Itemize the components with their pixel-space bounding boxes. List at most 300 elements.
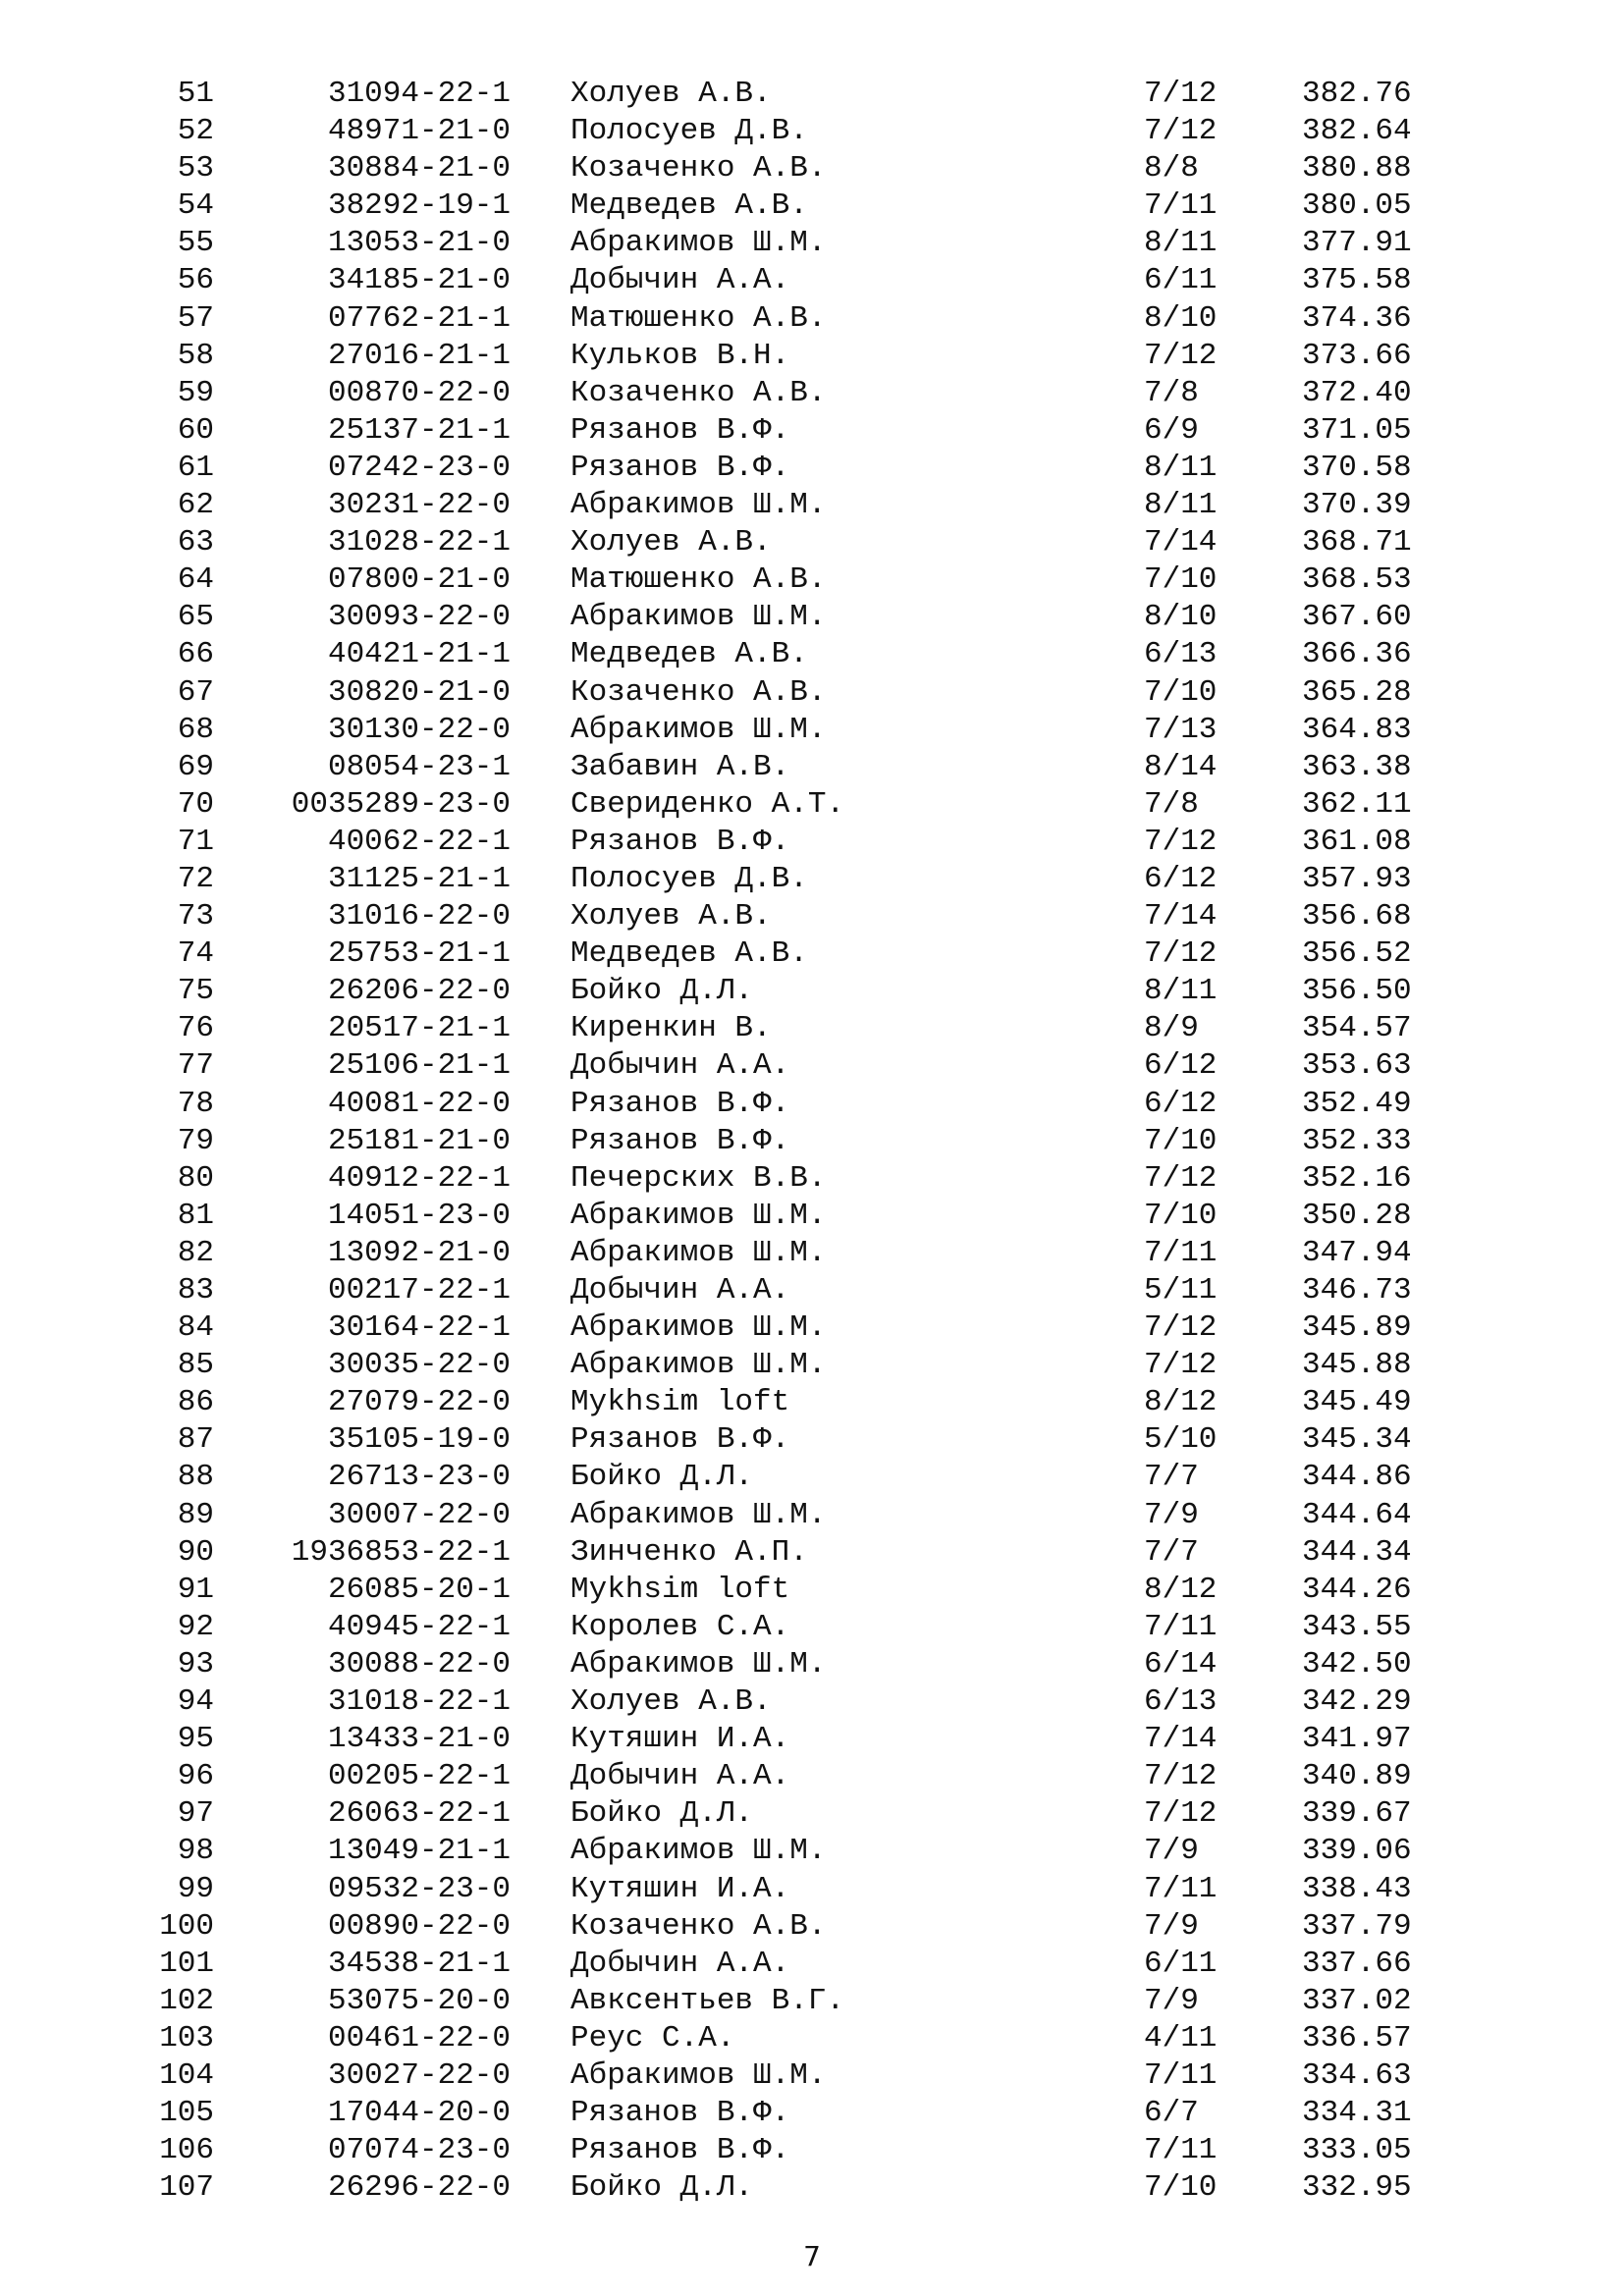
ratio-cell: 7/10 bbox=[1144, 1123, 1218, 1158]
table-row bbox=[0, 1459, 1624, 1496]
rank-cell: 60 bbox=[177, 412, 214, 448]
table-row bbox=[0, 2169, 1624, 2207]
table-row bbox=[0, 935, 1624, 973]
table-row bbox=[0, 113, 1624, 150]
name-cell: Рязанов В.Ф. bbox=[570, 1086, 790, 1121]
name-cell: Забавин А.В. bbox=[570, 749, 790, 784]
name-cell: Бойко Д.Л. bbox=[570, 974, 754, 1009]
rank-cell: 54 bbox=[177, 188, 214, 224]
score-cell: 354.57 bbox=[1302, 1011, 1412, 1046]
rank-cell: 99 bbox=[177, 1871, 214, 1906]
rank-cell: 73 bbox=[177, 899, 214, 934]
rank-cell: 64 bbox=[177, 562, 214, 598]
rank-cell: 89 bbox=[177, 1497, 214, 1532]
name-cell: Рязанов В.Ф. bbox=[570, 450, 790, 485]
name-cell: Абракимов Ш.М. bbox=[570, 226, 827, 261]
score-cell: 373.66 bbox=[1302, 338, 1412, 373]
score-cell: 363.38 bbox=[1302, 749, 1412, 784]
id-cell: 25106-21-1 bbox=[327, 1048, 511, 1084]
score-cell: 370.58 bbox=[1302, 450, 1412, 485]
name-cell: Рязанов В.Ф. bbox=[570, 824, 790, 859]
name-cell: Добычин А.А. bbox=[570, 1048, 790, 1084]
ratio-cell: 7/11 bbox=[1144, 188, 1218, 224]
id-cell: 0035289-23-0 bbox=[291, 786, 511, 822]
name-cell: Козаченко А.В. bbox=[570, 1908, 827, 1944]
id-cell: 25753-21-1 bbox=[327, 936, 511, 972]
ratio-cell: 8/8 bbox=[1144, 151, 1199, 187]
ratio-cell: 7/7 bbox=[1144, 1534, 1199, 1570]
id-cell: 1936853-22-1 bbox=[291, 1534, 511, 1570]
id-cell: 00205-22-1 bbox=[327, 1759, 511, 1794]
page-number: 7 bbox=[803, 2240, 821, 2272]
score-cell: 337.66 bbox=[1302, 1946, 1412, 1981]
table-row bbox=[0, 973, 1624, 1010]
ratio-cell: 6/12 bbox=[1144, 1048, 1218, 1084]
name-cell: Холуев А.В. bbox=[570, 77, 772, 111]
results-table bbox=[0, 76, 1624, 2207]
name-cell: Кульков В.Н. bbox=[570, 338, 790, 373]
table-row bbox=[0, 1833, 1624, 1870]
table-row bbox=[0, 1946, 1624, 1983]
name-cell: Абракимов Ш.М. bbox=[570, 1235, 827, 1270]
ratio-cell: 7/12 bbox=[1144, 1759, 1218, 1794]
table-row bbox=[0, 1908, 1624, 1946]
rank-cell: 74 bbox=[177, 936, 214, 972]
rank-cell: 91 bbox=[177, 1572, 214, 1607]
table-row bbox=[0, 861, 1624, 898]
ratio-cell: 6/13 bbox=[1144, 637, 1218, 672]
table-row bbox=[0, 1609, 1624, 1646]
name-cell: Полосуев Д.В. bbox=[570, 114, 808, 149]
rank-cell: 63 bbox=[177, 525, 214, 561]
table-row bbox=[0, 1572, 1624, 1609]
score-cell: 366.36 bbox=[1302, 637, 1412, 672]
id-cell: 31018-22-1 bbox=[327, 1684, 511, 1720]
id-cell: 09532-23-0 bbox=[327, 1871, 511, 1906]
rank-cell: 56 bbox=[177, 263, 214, 298]
rank-cell: 94 bbox=[177, 1684, 214, 1720]
id-cell: 00217-22-1 bbox=[327, 1273, 511, 1308]
rank-cell: 76 bbox=[177, 1011, 214, 1046]
rank-cell: 77 bbox=[177, 1048, 214, 1084]
name-cell: Mykhsim loft bbox=[570, 1572, 790, 1607]
ratio-cell: 8/11 bbox=[1144, 450, 1218, 485]
rank-cell: 107 bbox=[159, 2170, 214, 2206]
score-cell: 365.28 bbox=[1302, 674, 1412, 710]
rank-cell: 83 bbox=[177, 1273, 214, 1308]
name-cell: Добычин А.А. bbox=[570, 1946, 790, 1981]
score-cell: 382.64 bbox=[1302, 114, 1412, 149]
id-cell: 20517-21-1 bbox=[327, 1011, 511, 1046]
score-cell: 371.05 bbox=[1302, 412, 1412, 448]
table-row bbox=[0, 636, 1624, 673]
ratio-cell: 7/14 bbox=[1144, 899, 1218, 934]
id-cell: 26296-22-0 bbox=[327, 2170, 511, 2206]
ratio-cell: 7/11 bbox=[1144, 2057, 1218, 2093]
id-cell: 30820-21-0 bbox=[327, 674, 511, 710]
id-cell: 25181-21-0 bbox=[327, 1123, 511, 1158]
name-cell: Свериденко А.Т. bbox=[570, 786, 845, 822]
ratio-cell: 7/9 bbox=[1144, 1834, 1199, 1869]
name-cell: Медведев А.В. bbox=[570, 936, 808, 972]
rank-cell: 72 bbox=[177, 861, 214, 896]
id-cell: 30007-22-0 bbox=[327, 1497, 511, 1532]
score-cell: 368.53 bbox=[1302, 562, 1412, 598]
ratio-cell: 7/11 bbox=[1144, 2133, 1218, 2168]
score-cell: 368.71 bbox=[1302, 525, 1412, 561]
id-cell: 26713-23-0 bbox=[327, 1460, 511, 1495]
table-row bbox=[0, 1160, 1624, 1198]
table-row bbox=[0, 375, 1624, 412]
ratio-cell: 8/11 bbox=[1144, 488, 1218, 523]
ratio-cell: 8/9 bbox=[1144, 1011, 1199, 1046]
id-cell: 34538-21-1 bbox=[327, 1946, 511, 1981]
ratio-cell: 6/11 bbox=[1144, 1946, 1218, 1981]
ratio-cell: 6/12 bbox=[1144, 861, 1218, 896]
score-cell: 344.26 bbox=[1302, 1572, 1412, 1607]
table-row bbox=[0, 1086, 1624, 1123]
id-cell: 07074-23-0 bbox=[327, 2133, 511, 2168]
name-cell: Бойко Д.Л. bbox=[570, 1460, 754, 1495]
id-cell: 53075-20-0 bbox=[327, 1983, 511, 2018]
rank-cell: 98 bbox=[177, 1834, 214, 1869]
table-row bbox=[0, 1983, 1624, 2020]
id-cell: 30164-22-1 bbox=[327, 1310, 511, 1346]
score-cell: 356.50 bbox=[1302, 974, 1412, 1009]
ratio-cell: 7/9 bbox=[1144, 1497, 1199, 1532]
name-cell: Киренкин В. bbox=[570, 1011, 772, 1046]
name-cell: Медведев А.В. bbox=[570, 188, 808, 224]
id-cell: 40421-21-1 bbox=[327, 637, 511, 672]
name-cell: Медведев А.В. bbox=[570, 637, 808, 672]
ratio-cell: 7/10 bbox=[1144, 674, 1218, 710]
score-cell: 380.88 bbox=[1302, 151, 1412, 187]
table-row bbox=[0, 225, 1624, 262]
name-cell: Козаченко А.В. bbox=[570, 151, 827, 187]
score-cell: 344.86 bbox=[1302, 1460, 1412, 1495]
score-cell: 356.68 bbox=[1302, 899, 1412, 934]
score-cell: 334.31 bbox=[1302, 2096, 1412, 2131]
score-cell: 356.52 bbox=[1302, 936, 1412, 972]
name-cell: Печерских В.В. bbox=[570, 1160, 827, 1196]
id-cell: 17044-20-0 bbox=[327, 2096, 511, 2131]
rank-cell: 103 bbox=[159, 2020, 214, 2056]
score-cell: 347.94 bbox=[1302, 1235, 1412, 1270]
score-cell: 352.16 bbox=[1302, 1160, 1412, 1196]
id-cell: 30093-22-0 bbox=[327, 600, 511, 635]
score-cell: 334.63 bbox=[1302, 2057, 1412, 2093]
ratio-cell: 7/9 bbox=[1144, 1908, 1199, 1944]
ratio-cell: 8/10 bbox=[1144, 600, 1218, 635]
score-cell: 344.34 bbox=[1302, 1534, 1412, 1570]
name-cell: Бойко Д.Л. bbox=[570, 2170, 754, 2206]
ratio-cell: 7/9 bbox=[1144, 1983, 1199, 2018]
score-cell: 339.06 bbox=[1302, 1834, 1412, 1869]
id-cell: 34185-21-0 bbox=[327, 263, 511, 298]
id-cell: 13092-21-0 bbox=[327, 1235, 511, 1270]
score-cell: 362.11 bbox=[1302, 786, 1412, 822]
table-row bbox=[0, 300, 1624, 338]
name-cell: Королев С.А. bbox=[570, 1609, 790, 1644]
rank-cell: 84 bbox=[177, 1310, 214, 1346]
ratio-cell: 7/12 bbox=[1144, 338, 1218, 373]
id-cell: 31016-22-0 bbox=[327, 899, 511, 934]
ratio-cell: 7/10 bbox=[1144, 1198, 1218, 1233]
ratio-cell: 8/14 bbox=[1144, 749, 1218, 784]
id-cell: 30035-22-0 bbox=[327, 1348, 511, 1383]
table-row bbox=[0, 338, 1624, 375]
id-cell: 13433-21-0 bbox=[327, 1722, 511, 1757]
id-cell: 00890-22-0 bbox=[327, 1908, 511, 1944]
id-cell: 31028-22-1 bbox=[327, 525, 511, 561]
rank-cell: 101 bbox=[159, 1946, 214, 1981]
score-cell: 345.49 bbox=[1302, 1385, 1412, 1420]
ratio-cell: 7/13 bbox=[1144, 712, 1218, 747]
id-cell: 26063-22-1 bbox=[327, 1796, 511, 1832]
score-cell: 333.05 bbox=[1302, 2133, 1412, 2168]
id-cell: 00461-22-0 bbox=[327, 2020, 511, 2056]
score-cell: 336.57 bbox=[1302, 2020, 1412, 2056]
rank-cell: 62 bbox=[177, 488, 214, 523]
name-cell: Рязанов В.Ф. bbox=[570, 1422, 790, 1458]
rank-cell: 79 bbox=[177, 1123, 214, 1158]
name-cell: Абракимов Ш.М. bbox=[570, 488, 827, 523]
ratio-cell: 8/11 bbox=[1144, 226, 1218, 261]
name-cell: Холуев А.В. bbox=[570, 1684, 772, 1720]
score-cell: 338.43 bbox=[1302, 1871, 1412, 1906]
score-cell: 372.40 bbox=[1302, 375, 1412, 410]
rank-cell: 75 bbox=[177, 974, 214, 1009]
rank-cell: 81 bbox=[177, 1198, 214, 1233]
table-row bbox=[0, 150, 1624, 187]
score-cell: 340.89 bbox=[1302, 1759, 1412, 1794]
name-cell: Абракимов Ш.М. bbox=[570, 1834, 827, 1869]
table-row bbox=[0, 450, 1624, 487]
table-row bbox=[0, 1347, 1624, 1384]
rank-cell: 93 bbox=[177, 1646, 214, 1682]
name-cell: Рязанов В.Ф. bbox=[570, 2133, 790, 2168]
table-row bbox=[0, 1010, 1624, 1047]
table-row bbox=[0, 1198, 1624, 1235]
table-row bbox=[0, 599, 1624, 636]
ratio-cell: 8/11 bbox=[1144, 974, 1218, 1009]
ratio-cell: 7/14 bbox=[1144, 525, 1218, 561]
table-row bbox=[0, 1721, 1624, 1758]
name-cell: Рязанов В.Ф. bbox=[570, 1123, 790, 1158]
rank-cell: 57 bbox=[177, 300, 214, 336]
table-row bbox=[0, 1534, 1624, 1572]
score-cell: 350.28 bbox=[1302, 1198, 1412, 1233]
id-cell: 08054-23-1 bbox=[327, 749, 511, 784]
name-cell: Кутяшин И.А. bbox=[570, 1871, 790, 1906]
table-row bbox=[0, 1235, 1624, 1272]
ratio-cell: 8/12 bbox=[1144, 1572, 1218, 1607]
id-cell: 31125-21-1 bbox=[327, 861, 511, 896]
score-cell: 380.05 bbox=[1302, 188, 1412, 224]
table-row bbox=[0, 1871, 1624, 1908]
table-row bbox=[0, 1047, 1624, 1085]
ratio-cell: 7/12 bbox=[1144, 77, 1218, 111]
ratio-cell: 7/10 bbox=[1144, 2170, 1218, 2206]
ratio-cell: 7/14 bbox=[1144, 1722, 1218, 1757]
rank-cell: 61 bbox=[177, 450, 214, 485]
ratio-cell: 8/10 bbox=[1144, 300, 1218, 336]
score-cell: 343.55 bbox=[1302, 1609, 1412, 1644]
id-cell: 30027-22-0 bbox=[327, 2057, 511, 2093]
rank-cell: 106 bbox=[159, 2133, 214, 2168]
ratio-cell: 7/12 bbox=[1144, 1796, 1218, 1832]
name-cell: Кутяшин И.А. bbox=[570, 1722, 790, 1757]
ratio-cell: 7/12 bbox=[1144, 1348, 1218, 1383]
id-cell: 00870-22-0 bbox=[327, 375, 511, 410]
score-cell: 345.89 bbox=[1302, 1310, 1412, 1346]
name-cell: Зинченко А.П. bbox=[570, 1534, 808, 1570]
id-cell: 07762-21-1 bbox=[327, 300, 511, 336]
rank-cell: 66 bbox=[177, 637, 214, 672]
ratio-cell: 7/12 bbox=[1144, 1160, 1218, 1196]
id-cell: 40912-22-1 bbox=[327, 1160, 511, 1196]
name-cell: Mykhsim loft bbox=[570, 1385, 790, 1420]
name-cell: Добычин А.А. bbox=[570, 263, 790, 298]
ratio-cell: 7/12 bbox=[1144, 1310, 1218, 1346]
id-cell: 14051-23-0 bbox=[327, 1198, 511, 1233]
table-row bbox=[0, 1309, 1624, 1347]
rank-cell: 97 bbox=[177, 1796, 214, 1832]
table-row bbox=[0, 1646, 1624, 1683]
table-row bbox=[0, 524, 1624, 561]
table-row bbox=[0, 487, 1624, 524]
ratio-cell: 6/11 bbox=[1144, 263, 1218, 298]
ratio-cell: 7/10 bbox=[1144, 562, 1218, 598]
rank-cell: 78 bbox=[177, 1086, 214, 1121]
ratio-cell: 7/7 bbox=[1144, 1460, 1199, 1495]
score-cell: 337.02 bbox=[1302, 1983, 1412, 2018]
id-cell: 48971-21-0 bbox=[327, 114, 511, 149]
id-cell: 25137-21-1 bbox=[327, 412, 511, 448]
score-cell: 374.36 bbox=[1302, 300, 1412, 336]
rank-cell: 59 bbox=[177, 375, 214, 410]
rank-cell: 68 bbox=[177, 712, 214, 747]
score-cell: 344.64 bbox=[1302, 1497, 1412, 1532]
ratio-cell: 5/11 bbox=[1144, 1273, 1218, 1308]
rank-cell: 80 bbox=[177, 1160, 214, 1196]
rank-cell: 95 bbox=[177, 1722, 214, 1757]
name-cell: Абракимов Ш.М. bbox=[570, 712, 827, 747]
score-cell: 377.91 bbox=[1302, 226, 1412, 261]
table-row bbox=[0, 712, 1624, 749]
table-row bbox=[0, 1497, 1624, 1534]
ratio-cell: 8/12 bbox=[1144, 1385, 1218, 1420]
score-cell: 345.34 bbox=[1302, 1422, 1412, 1458]
id-cell: 26206-22-0 bbox=[327, 974, 511, 1009]
name-cell: Добычин А.А. bbox=[570, 1273, 790, 1308]
rank-cell: 100 bbox=[159, 1908, 214, 1944]
score-cell: 341.97 bbox=[1302, 1722, 1412, 1757]
id-cell: 07800-21-0 bbox=[327, 562, 511, 598]
name-cell: Матюшенко А.В. bbox=[570, 562, 827, 598]
id-cell: 26085-20-1 bbox=[327, 1572, 511, 1607]
name-cell: Козаченко А.В. bbox=[570, 375, 827, 410]
rank-cell: 87 bbox=[177, 1422, 214, 1458]
score-cell: 342.29 bbox=[1302, 1684, 1412, 1720]
ratio-cell: 7/12 bbox=[1144, 824, 1218, 859]
name-cell: Абракимов Ш.М. bbox=[570, 1497, 827, 1532]
score-cell: 353.63 bbox=[1302, 1048, 1412, 1084]
rank-cell: 51 bbox=[177, 77, 214, 111]
id-cell: 31094-22-1 bbox=[327, 77, 511, 111]
table-row bbox=[0, 1123, 1624, 1160]
id-cell: 30884-21-0 bbox=[327, 151, 511, 187]
name-cell: Абракимов Ш.М. bbox=[570, 1646, 827, 1682]
score-cell: 370.39 bbox=[1302, 488, 1412, 523]
table-row bbox=[0, 1421, 1624, 1459]
rank-cell: 70 bbox=[177, 786, 214, 822]
table-row bbox=[0, 674, 1624, 712]
score-cell: 361.08 bbox=[1302, 824, 1412, 859]
id-cell: 07242-23-0 bbox=[327, 450, 511, 485]
score-cell: 357.93 bbox=[1302, 861, 1412, 896]
id-cell: 30130-22-0 bbox=[327, 712, 511, 747]
id-cell: 40062-22-1 bbox=[327, 824, 511, 859]
table-row bbox=[0, 824, 1624, 861]
name-cell: Холуев А.В. bbox=[570, 899, 772, 934]
score-cell: 342.50 bbox=[1302, 1646, 1412, 1682]
ratio-cell: 7/11 bbox=[1144, 1609, 1218, 1644]
name-cell: Рязанов В.Ф. bbox=[570, 412, 790, 448]
rank-cell: 67 bbox=[177, 674, 214, 710]
id-cell: 30088-22-0 bbox=[327, 1646, 511, 1682]
rank-cell: 85 bbox=[177, 1348, 214, 1383]
rank-cell: 102 bbox=[159, 1983, 214, 2018]
name-cell: Матюшенко А.В. bbox=[570, 300, 827, 336]
score-cell: 352.33 bbox=[1302, 1123, 1412, 1158]
table-row bbox=[0, 412, 1624, 450]
score-cell: 346.73 bbox=[1302, 1273, 1412, 1308]
name-cell: Абракимов Ш.М. bbox=[570, 1310, 827, 1346]
score-cell: 364.83 bbox=[1302, 712, 1412, 747]
ratio-cell: 7/11 bbox=[1144, 1235, 1218, 1270]
table-row bbox=[0, 2020, 1624, 2057]
name-cell: Холуев А.В. bbox=[570, 525, 772, 561]
name-cell: Добычин А.А. bbox=[570, 1759, 790, 1794]
ratio-cell: 6/12 bbox=[1144, 1086, 1218, 1121]
id-cell: 27016-21-1 bbox=[327, 338, 511, 373]
name-cell: Авксентьев В.Г. bbox=[570, 1983, 845, 2018]
table-row bbox=[0, 2057, 1624, 2095]
name-cell: Козаченко А.В. bbox=[570, 674, 827, 710]
ratio-cell: 6/13 bbox=[1144, 1684, 1218, 1720]
table-row bbox=[0, 1272, 1624, 1309]
score-cell: 375.58 bbox=[1302, 263, 1412, 298]
table-row bbox=[0, 1795, 1624, 1833]
table-row bbox=[0, 76, 1624, 113]
rank-cell: 55 bbox=[177, 226, 214, 261]
table-row bbox=[0, 1384, 1624, 1421]
ratio-cell: 7/12 bbox=[1144, 114, 1218, 149]
rank-cell: 65 bbox=[177, 600, 214, 635]
rank-cell: 88 bbox=[177, 1460, 214, 1495]
rank-cell: 52 bbox=[177, 114, 214, 149]
id-cell: 40945-22-1 bbox=[327, 1609, 511, 1644]
ratio-cell: 6/9 bbox=[1144, 412, 1199, 448]
rank-cell: 104 bbox=[159, 2057, 214, 2093]
ratio-cell: 7/8 bbox=[1144, 786, 1199, 822]
table-row bbox=[0, 1683, 1624, 1721]
rank-cell: 96 bbox=[177, 1759, 214, 1794]
ratio-cell: 7/8 bbox=[1144, 375, 1199, 410]
ratio-cell: 6/7 bbox=[1144, 2096, 1199, 2131]
table-row bbox=[0, 2095, 1624, 2132]
